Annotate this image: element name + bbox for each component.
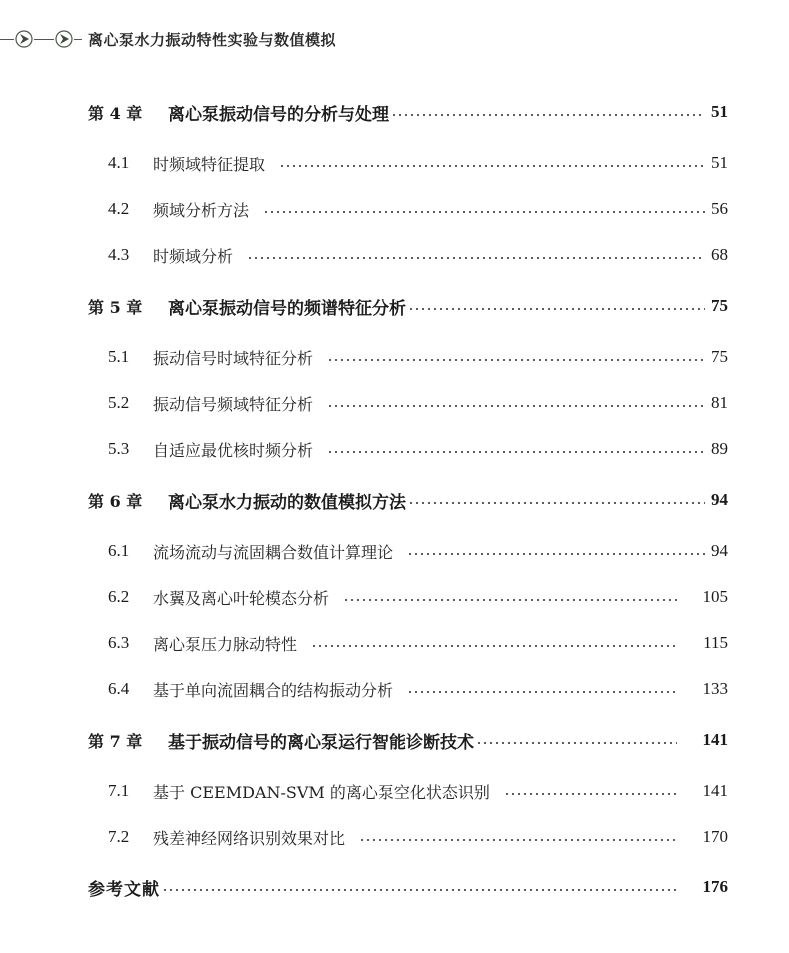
header-rule xyxy=(74,39,82,40)
toc-section-entry[interactable] xyxy=(0,674,789,704)
dot-leader xyxy=(263,211,705,213)
toc-section-entry[interactable] xyxy=(0,776,789,806)
toc-chapter-entry[interactable] xyxy=(0,291,789,321)
arrow-circle-icon xyxy=(54,29,74,49)
section-number: 7.1 xyxy=(108,781,130,800)
chapter-title: 离心泵振动信号的频谱特征分析 xyxy=(168,298,406,319)
chapter-number: 第 5 章 xyxy=(88,297,143,317)
section-title: 离心泵压力脉动特性 xyxy=(153,634,298,654)
toc-reference-entry[interactable] xyxy=(0,872,789,902)
toc-section-entry[interactable] xyxy=(0,434,789,464)
chapter-label xyxy=(88,100,789,125)
section-title: 振动信号时域特征分析 xyxy=(153,348,314,368)
chapter-label xyxy=(88,728,789,753)
section-number: 5.1 xyxy=(108,347,130,366)
page-number: 51 xyxy=(711,153,728,172)
dot-leader xyxy=(407,553,705,555)
chapter-title: 基于振动信号的离心泵运行智能诊断技术 xyxy=(168,732,474,753)
section-title: 流场流动与流固耦合数值计算理论 xyxy=(153,542,394,562)
section-number: 7.2 xyxy=(108,827,130,846)
section-title: 水翼及离心叶轮模态分析 xyxy=(153,588,330,608)
chapter-label xyxy=(88,294,789,319)
toc-chapter-entry[interactable] xyxy=(0,97,789,127)
chapter-number: 第 4 章 xyxy=(88,103,143,123)
toc-section-entry[interactable] xyxy=(0,240,789,270)
section-number: 6.2 xyxy=(108,587,130,606)
page-number: 141 xyxy=(702,730,728,749)
section-title: 自适应最优核时频分析 xyxy=(153,440,314,460)
book-title: 离心泵水力振动特性实验与数值模拟 xyxy=(88,30,337,49)
toc-section-entry[interactable] xyxy=(0,194,789,224)
dot-leader xyxy=(327,359,705,361)
toc-chapter-entry[interactable] xyxy=(0,485,789,515)
chapter-label xyxy=(88,488,789,513)
page-number: 133 xyxy=(702,679,728,698)
page-number: 115 xyxy=(703,633,728,652)
section-number: 4.1 xyxy=(108,153,130,172)
section-title: 时频域分析 xyxy=(153,246,234,266)
dot-leader xyxy=(279,165,705,167)
chapter-title: 离心泵振动信号的分析与处理 xyxy=(168,104,389,125)
toc-section-entry[interactable] xyxy=(0,148,789,178)
dot-leader xyxy=(408,308,705,310)
page-number: 81 xyxy=(711,393,728,412)
chapter-number: 第 7 章 xyxy=(88,731,143,751)
dot-leader xyxy=(247,257,705,259)
section-number: 5.3 xyxy=(108,439,130,458)
arrow-circle-icon xyxy=(14,29,34,49)
dot-leader xyxy=(408,502,705,504)
page-number: 170 xyxy=(702,827,728,846)
toc-section-entry[interactable] xyxy=(0,582,789,612)
chapter-title: 离心泵水力振动的数值模拟方法 xyxy=(168,492,406,513)
chapter-number: 第 6 章 xyxy=(88,491,143,511)
dot-leader xyxy=(162,889,677,891)
page-number: 94 xyxy=(711,490,728,509)
page-number: 75 xyxy=(711,296,728,315)
section-title: 残差神经网络识别效果对比 xyxy=(153,828,346,848)
page-number: 89 xyxy=(711,439,728,458)
dot-leader xyxy=(407,691,676,693)
page-number: 176 xyxy=(702,877,728,896)
toc-section-entry[interactable] xyxy=(0,388,789,418)
dot-leader xyxy=(504,793,677,795)
dot-leader xyxy=(311,645,677,647)
page-number: 51 xyxy=(711,102,728,121)
running-header xyxy=(0,24,336,54)
dot-leader xyxy=(327,451,705,453)
toc-chapter-entry[interactable] xyxy=(0,725,789,755)
page-number: 141 xyxy=(702,781,728,800)
toc-section-entry[interactable] xyxy=(0,342,789,372)
section-title: 振动信号频域特征分析 xyxy=(153,394,314,414)
page-number: 94 xyxy=(711,541,728,560)
section-number: 4.3 xyxy=(108,245,130,264)
dot-leader xyxy=(343,599,676,601)
toc-section-entry[interactable] xyxy=(0,536,789,566)
section-number: 4.2 xyxy=(108,199,130,218)
section-number: 6.3 xyxy=(108,633,130,652)
dot-leader xyxy=(391,114,705,116)
toc-section-entry[interactable] xyxy=(0,822,789,852)
section-number: 6.4 xyxy=(108,679,130,698)
section-number: 6.1 xyxy=(108,541,130,560)
section-number: 5.2 xyxy=(108,393,130,412)
toc-section-entry[interactable] xyxy=(0,628,789,658)
dot-leader xyxy=(327,405,705,407)
reference-title: 参考文献 xyxy=(88,879,160,900)
section-title: 基于单向流固耦合的结构振动分析 xyxy=(153,680,394,700)
dot-leader xyxy=(476,742,677,744)
section-title: 时频域特征提取 xyxy=(153,154,266,174)
header-rule xyxy=(34,39,54,40)
dot-leader xyxy=(359,839,676,841)
page-number: 75 xyxy=(711,347,728,366)
page-number: 105 xyxy=(702,587,728,606)
section-title: 频域分析方法 xyxy=(153,200,250,220)
page-number: 68 xyxy=(711,245,728,264)
section-title: 基于 CEEMDAN-SVM 的离心泵空化状态识别 xyxy=(153,782,490,802)
header-rule xyxy=(0,39,14,40)
page-number: 56 xyxy=(711,199,728,218)
